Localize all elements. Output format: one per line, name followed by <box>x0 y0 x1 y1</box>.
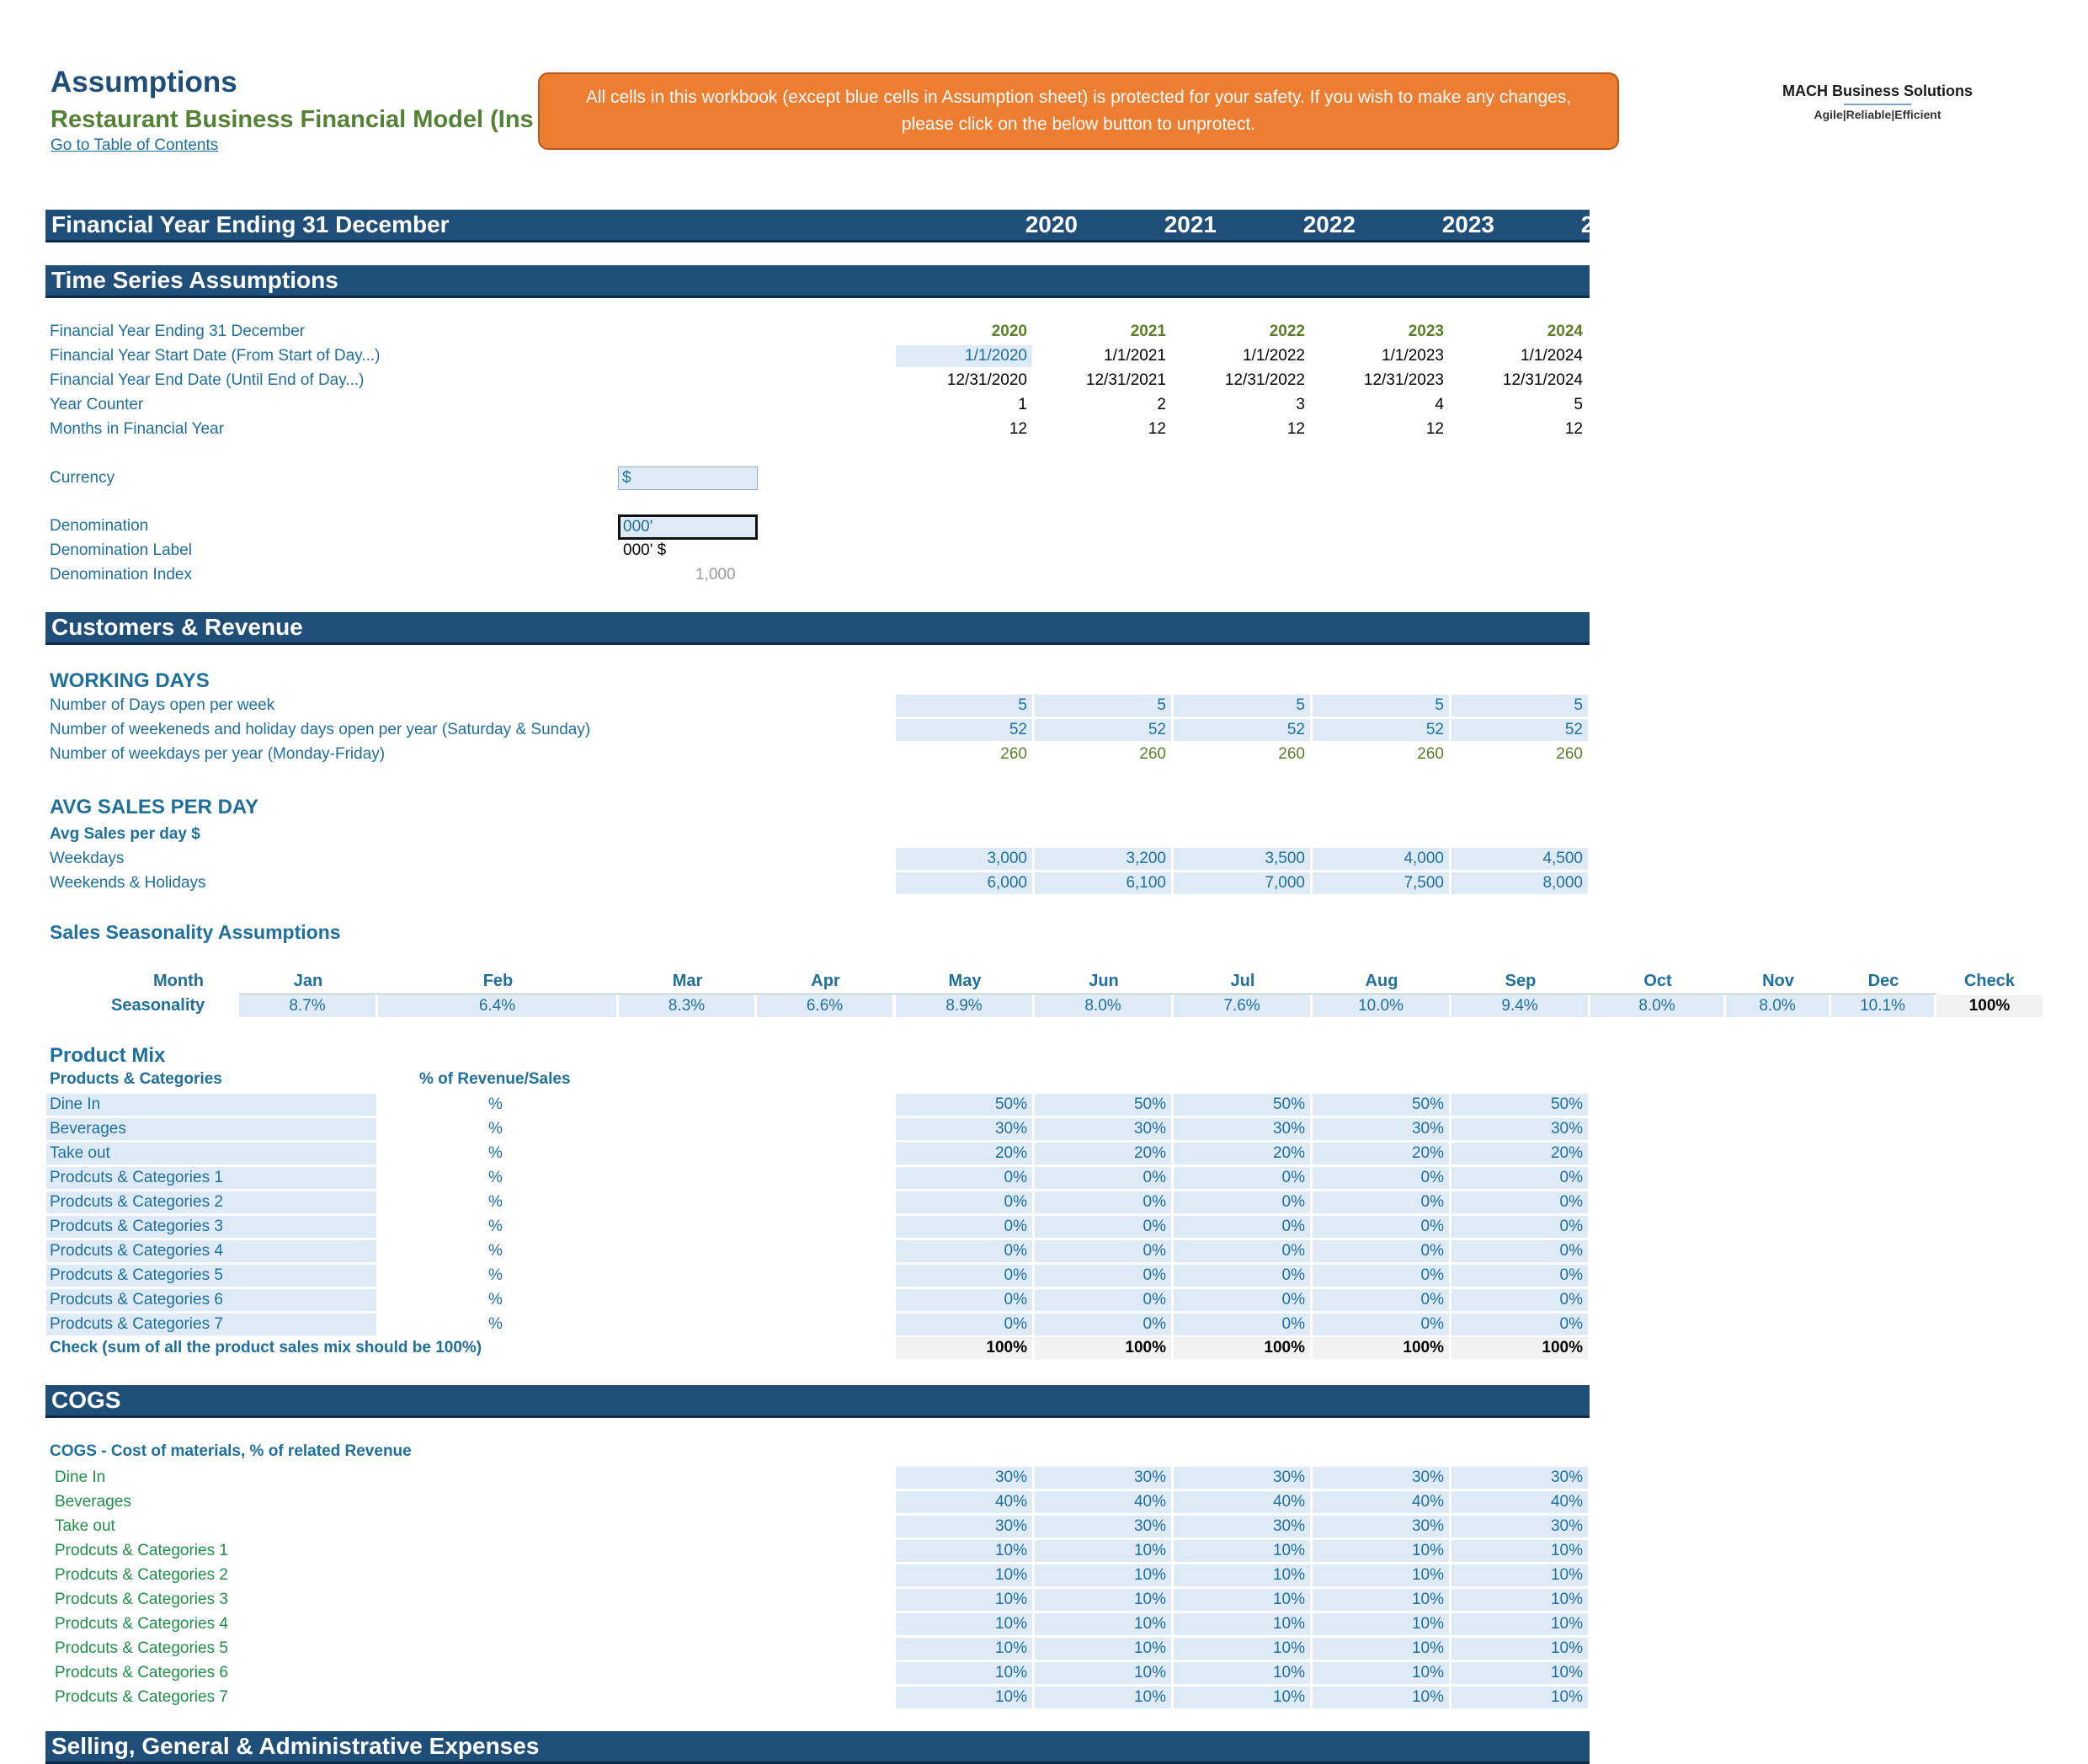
product-name-cell[interactable]: Prodcuts & Categories 5 <box>46 1265 376 1287</box>
section-sga <box>45 1731 1590 1764</box>
season-month-header: Dec <box>1867 972 1899 990</box>
section-title: COGS <box>51 1387 121 1413</box>
fy-bar-year: 2020 <box>1025 211 1078 237</box>
avg-sales-weekend-cell[interactable]: 7,000 <box>1174 872 1310 894</box>
ts-counter-cell: 1 <box>1018 396 1027 413</box>
product-mix-cell[interactable]: 0% <box>1035 1216 1171 1238</box>
fy-bar-label: Financial Year Ending 31 December <box>51 211 450 237</box>
product-unit: % <box>488 1315 503 1333</box>
row-label: Weekends & Holidays <box>50 874 206 892</box>
cogs-cell[interactable]: 10% <box>1451 1662 1588 1684</box>
ts-months-cell: 12 <box>1564 420 1583 438</box>
cogs-cell[interactable]: 10% <box>896 1564 1032 1586</box>
product-check-cell: 100% <box>1313 1337 1449 1359</box>
ts-year-cell: 2020 <box>991 322 1027 340</box>
row-label: Denomination Index <box>50 566 192 584</box>
days-open-cell[interactable]: 5 <box>1035 695 1171 717</box>
product-mix-cell[interactable]: 50% <box>1035 1094 1171 1116</box>
product-mix-cell[interactable]: 0% <box>1451 1265 1588 1287</box>
cogs-cell[interactable]: 30% <box>1174 1467 1310 1489</box>
product-mix-cell[interactable]: 0% <box>1451 1314 1588 1335</box>
ts-end-date-cell: 12/31/2024 <box>1502 371 1583 389</box>
product-unit: % <box>488 1218 503 1235</box>
avg-sales-weekend-cell[interactable]: 7,500 <box>1313 872 1449 894</box>
section-cogs <box>45 1385 1590 1418</box>
product-unit: % <box>488 1266 503 1284</box>
ts-year-cell: 2021 <box>1130 322 1166 340</box>
days-open-cell[interactable]: 5 <box>1313 695 1449 717</box>
cogs-cell[interactable]: 10% <box>1451 1638 1588 1660</box>
cogs-cell[interactable]: 40% <box>1451 1491 1588 1513</box>
product-mix-cell[interactable]: 0% <box>1035 1289 1171 1311</box>
cogs-cell[interactable]: 40% <box>1313 1491 1449 1513</box>
section-title: Customers & Revenue <box>51 614 303 640</box>
cogs-cell[interactable]: 30% <box>1313 1516 1449 1538</box>
row-label: Denomination Label <box>50 541 193 559</box>
cogs-cell[interactable]: 40% <box>1174 1491 1310 1513</box>
product-mix-cell[interactable]: 30% <box>1451 1118 1588 1140</box>
cogs-cell[interactable]: 10% <box>896 1540 1032 1562</box>
product-mix-cell[interactable]: 0% <box>1451 1289 1588 1311</box>
row-label: Number of Days open per week <box>50 696 275 714</box>
product-name-cell[interactable]: Prodcuts & Categories 2 <box>46 1191 376 1213</box>
cogs-cell[interactable]: 30% <box>1035 1467 1171 1489</box>
cogs-cell[interactable]: 10% <box>1313 1662 1449 1684</box>
product-mix-cell[interactable]: 0% <box>1313 1240 1449 1262</box>
product-check-cell: 100% <box>1174 1337 1310 1359</box>
product-mix-cell[interactable]: 0% <box>1313 1314 1449 1335</box>
cogs-cell[interactable]: 30% <box>1313 1467 1449 1489</box>
avg-sales-weekday-cell[interactable]: 3,500 <box>1174 848 1310 870</box>
cogs-row-label: Prodcuts & Categories 6 <box>55 1664 228 1681</box>
cogs-cell[interactable]: 10% <box>1313 1687 1449 1708</box>
weekend-days-cell[interactable]: 52 <box>1313 719 1449 741</box>
cogs-row-label: Prodcuts & Categories 1 <box>55 1542 228 1559</box>
weekday-days-cell: 260 <box>1139 745 1166 763</box>
product-mix-cell[interactable]: 20% <box>896 1143 1032 1164</box>
row-label: Year Counter <box>50 396 144 413</box>
cogs-cell[interactable]: 30% <box>896 1516 1032 1538</box>
cogs-cell[interactable]: 10% <box>896 1662 1032 1684</box>
product-mix-cell[interactable]: 50% <box>1451 1094 1588 1116</box>
cogs-cell[interactable]: 10% <box>1174 1589 1310 1611</box>
ts-counter-cell: 3 <box>1296 396 1305 413</box>
season-value-cell[interactable]: 8.9% <box>896 995 1032 1017</box>
cogs-cell[interactable]: 30% <box>1035 1516 1171 1538</box>
section-customers <box>45 612 1590 645</box>
product-mix-cell[interactable]: 0% <box>1174 1289 1310 1311</box>
protection-notice[interactable] <box>538 72 1619 150</box>
logo-name: MACH Business Solutions <box>1782 83 1973 99</box>
working-days-title: WORKING DAYS <box>50 669 210 692</box>
product-mix-cell[interactable]: 0% <box>896 1191 1032 1213</box>
season-month-header: Feb <box>482 972 514 990</box>
product-name-cell[interactable]: Prodcuts & Categories 1 <box>46 1167 376 1189</box>
ts-end-date-cell: 12/31/2020 <box>946 371 1027 389</box>
season-month-header: Aug <box>1365 972 1398 990</box>
product-mix-cell[interactable]: 30% <box>896 1118 1032 1140</box>
currency-value: $ <box>622 469 631 487</box>
product-mix-cell[interactable]: 0% <box>1035 1240 1171 1262</box>
cogs-cell[interactable]: 40% <box>896 1491 1032 1513</box>
cogs-cell[interactable]: 10% <box>1035 1540 1171 1562</box>
product-mix-cell[interactable]: 20% <box>1174 1143 1310 1164</box>
season-value-cell[interactable]: 8.7% <box>239 995 376 1017</box>
season-month-header: Jun <box>1089 972 1119 990</box>
season-month-label: Month <box>153 972 204 990</box>
product-unit: % <box>488 1144 503 1162</box>
product-mix-cell[interactable]: 0% <box>1174 1216 1310 1238</box>
season-row-label: Seasonality <box>111 996 205 1015</box>
cogs-row-label: Dine In <box>55 1468 106 1486</box>
product-col1: Products & Categories <box>50 1070 222 1088</box>
product-mix-cell[interactable]: 30% <box>1035 1118 1171 1140</box>
season-month-header: May <box>948 972 982 990</box>
season-value-cell[interactable]: 8.0% <box>1035 995 1171 1017</box>
product-mix-cell[interactable]: 0% <box>1313 1167 1449 1189</box>
product-check-label: Check (sum of all the product sales mix should be 100%) <box>50 1339 482 1356</box>
product-mix-cell[interactable]: 20% <box>1451 1143 1588 1164</box>
product-mix-cell[interactable]: 0% <box>1451 1216 1588 1238</box>
product-mix-cell[interactable]: 0% <box>896 1289 1032 1311</box>
cogs-cell[interactable]: 30% <box>1451 1516 1588 1538</box>
cogs-cell[interactable]: 10% <box>896 1613 1032 1635</box>
product-name-cell[interactable]: Take out <box>46 1143 376 1164</box>
product-check-cell: 100% <box>896 1337 1032 1359</box>
season-value-cell[interactable]: 10.0% <box>1313 995 1449 1017</box>
ts-months-cell: 12 <box>1009 420 1027 438</box>
season-month-header: Jan <box>293 972 323 990</box>
product-mix-cell[interactable]: 0% <box>1174 1191 1310 1213</box>
fy-bar-year: 2022 <box>1302 211 1356 237</box>
product-mix-cell[interactable]: 30% <box>1313 1118 1449 1140</box>
ts-end-date-cell: 12/31/2023 <box>1363 371 1444 389</box>
season-month-header: Nov <box>1762 972 1794 990</box>
product-mix-cell[interactable]: 0% <box>1313 1289 1449 1311</box>
product-mix-cell[interactable]: 0% <box>896 1265 1032 1287</box>
protection-notice-text: All cells in this workbook (except blue cells in Assumption sheet) is protected for your safety. If you wish to make any changes, please click on the below button to unprotect. <box>585 88 1572 134</box>
row-label: Financial Year Start Date (From Start of Day...) <box>50 347 381 365</box>
product-mix-cell[interactable]: 0% <box>1035 1167 1171 1189</box>
product-mix-cell[interactable]: 0% <box>896 1216 1032 1238</box>
product-mix-cell[interactable]: 0% <box>1451 1167 1588 1189</box>
product-mix-cell[interactable]: 50% <box>1313 1094 1449 1116</box>
cogs-cell[interactable]: 10% <box>1035 1638 1171 1660</box>
product-mix-cell[interactable]: 0% <box>896 1240 1032 1262</box>
product-mix-cell[interactable]: 50% <box>1174 1094 1310 1116</box>
season-value-cell[interactable]: 7.6% <box>1174 995 1310 1017</box>
cogs-cell[interactable]: 10% <box>1174 1638 1310 1660</box>
ts-start-date-cell: 1/1/2022 <box>1243 347 1305 365</box>
denomination-input[interactable] <box>618 514 758 540</box>
product-unit: % <box>488 1169 503 1186</box>
row-label: Months in Financial Year <box>50 420 225 438</box>
cogs-cell[interactable]: 10% <box>1313 1613 1449 1635</box>
cogs-cell[interactable]: 10% <box>896 1589 1032 1611</box>
ts-counter-cell: 5 <box>1574 396 1583 413</box>
weekend-days-cell[interactable]: 52 <box>896 719 1032 741</box>
cogs-cell[interactable]: 30% <box>1174 1516 1310 1538</box>
season-month-header: Jul <box>1230 972 1255 990</box>
season-value-cell[interactable]: 9.4% <box>1451 995 1588 1017</box>
cogs-cell[interactable]: 10% <box>1174 1662 1310 1684</box>
toc-link[interactable]: Go to Table of Contents <box>51 136 219 154</box>
cogs-cell[interactable]: 10% <box>1313 1638 1449 1660</box>
product-mix-cell[interactable]: 0% <box>1451 1240 1588 1262</box>
days-open-cell[interactable]: 5 <box>1451 695 1588 717</box>
ts-months-cell: 12 <box>1148 420 1166 438</box>
cogs-cell[interactable]: 10% <box>1035 1564 1171 1586</box>
row-label: Weekdays <box>50 850 125 867</box>
cogs-cell[interactable]: 10% <box>1313 1589 1449 1611</box>
season-value-cell[interactable]: 6.6% <box>757 995 892 1017</box>
fy-header-bar <box>45 210 1633 242</box>
product-name-cell[interactable]: Dine In <box>46 1094 376 1116</box>
season-value-cell[interactable]: 8.3% <box>619 995 754 1017</box>
cogs-cell[interactable]: 10% <box>1035 1589 1171 1611</box>
avg-sales-weekday-cell[interactable]: 3,000 <box>896 848 1032 870</box>
ts-start-date-cell: 1/1/2024 <box>1521 347 1583 365</box>
avg-sales-title: AVG SALES PER DAY <box>50 796 259 818</box>
days-open-cell[interactable]: 5 <box>1174 695 1310 717</box>
product-mix-cell[interactable]: 0% <box>1174 1314 1310 1335</box>
ts-year-cell: 2022 <box>1269 322 1305 340</box>
cogs-cell[interactable]: 10% <box>1174 1687 1310 1708</box>
cogs-cell[interactable]: 30% <box>896 1467 1032 1489</box>
denomination-value: 000' <box>623 518 653 536</box>
product-check-cell: 100% <box>1451 1337 1588 1359</box>
season-month-header: Mar <box>672 972 703 990</box>
weekday-days-cell: 260 <box>1000 745 1027 763</box>
model-subtitle: Restaurant Business Financial Model (Ins <box>51 106 534 133</box>
product-mix-cell[interactable]: 0% <box>1174 1240 1310 1262</box>
product-name-cell[interactable]: Prodcuts & Categories 6 <box>46 1289 376 1311</box>
cogs-cell[interactable]: 10% <box>1174 1540 1310 1562</box>
cogs-row-label: Prodcuts & Categories 2 <box>55 1566 228 1584</box>
season-month-header: Oct <box>1643 972 1672 990</box>
cogs-row-label: Beverages <box>55 1493 131 1511</box>
logo-tagline: Agile|Reliable|Efficient <box>1814 108 1942 121</box>
cogs-cell[interactable]: 10% <box>1451 1540 1588 1562</box>
fy-bar-year: 2024 <box>1580 211 1633 237</box>
product-mix-cell[interactable]: 20% <box>1313 1143 1449 1164</box>
product-mix-cell[interactable]: 0% <box>896 1314 1032 1335</box>
avg-sales-sub: Avg Sales per day $ <box>50 825 200 843</box>
season-month-header: Apr <box>811 972 840 990</box>
ts-start-date-cell[interactable]: 1/1/2020 <box>896 345 1032 367</box>
currency-input[interactable] <box>618 466 758 490</box>
product-name-cell[interactable]: Prodcuts & Categories 3 <box>46 1216 376 1238</box>
avg-sales-weekday-cell[interactable]: 3,200 <box>1035 848 1171 870</box>
company-logo <box>1776 83 1979 121</box>
weekday-days-cell: 260 <box>1417 745 1444 763</box>
days-open-cell[interactable]: 5 <box>896 695 1032 717</box>
season-check-label: Check <box>1963 972 2016 990</box>
product-name-cell[interactable]: Prodcuts & Categories 4 <box>46 1240 376 1262</box>
product-mix-cell[interactable]: 0% <box>1035 1265 1171 1287</box>
row-label: Denomination <box>50 517 149 535</box>
ts-end-date-cell: 12/31/2021 <box>1085 371 1166 389</box>
cogs-cell[interactable]: 30% <box>1451 1467 1588 1489</box>
product-name-cell[interactable]: Prodcuts & Categories 7 <box>46 1314 376 1335</box>
ts-counter-cell: 2 <box>1157 396 1166 413</box>
product-col2: % of Revenue/Sales <box>419 1070 571 1088</box>
cogs-cell[interactable]: 40% <box>1035 1491 1171 1513</box>
section-title: Selling, General & Administrative Expenses <box>51 1733 540 1759</box>
cogs-cell[interactable]: 10% <box>1035 1662 1171 1684</box>
cogs-cell[interactable]: 10% <box>1451 1564 1588 1586</box>
product-mix-title: Product Mix <box>50 1044 166 1067</box>
cogs-row-label: Take out <box>55 1517 115 1535</box>
weekend-days-cell[interactable]: 52 <box>1174 719 1310 741</box>
ts-counter-cell: 4 <box>1435 396 1444 413</box>
weekend-days-cell[interactable]: 52 <box>1035 719 1171 741</box>
page-title: Assumptions <box>51 66 237 99</box>
product-mix-cell[interactable]: 0% <box>1035 1314 1171 1335</box>
product-check-cell: 100% <box>1035 1337 1171 1359</box>
cogs-cell[interactable]: 10% <box>896 1687 1032 1708</box>
season-check-value: 100% <box>1936 995 2043 1017</box>
ts-start-date-cell: 1/1/2023 <box>1382 347 1444 365</box>
product-name-cell[interactable]: Beverages <box>46 1118 376 1140</box>
cogs-cell[interactable]: 10% <box>1035 1687 1171 1708</box>
product-unit: % <box>488 1291 503 1308</box>
season-value-cell[interactable]: 8.0% <box>1590 995 1723 1017</box>
avg-sales-weekday-cell[interactable]: 4,500 <box>1451 848 1588 870</box>
denomination-label-value: 000' $ <box>623 541 667 559</box>
cogs-cell[interactable]: 10% <box>1174 1613 1310 1635</box>
section-title: Time Series Assumptions <box>51 267 338 293</box>
cogs-cell[interactable]: 10% <box>1174 1564 1310 1586</box>
avg-sales-weekday-cell[interactable]: 4,000 <box>1313 848 1449 870</box>
cogs-cell[interactable]: 10% <box>1313 1564 1449 1586</box>
product-mix-cell[interactable]: 0% <box>1174 1265 1310 1287</box>
product-mix-cell[interactable]: 0% <box>1313 1216 1449 1238</box>
product-unit: % <box>488 1095 503 1113</box>
product-unit: % <box>488 1193 503 1211</box>
cogs-sub: COGS - Cost of materials, % of related Revenue <box>50 1442 412 1460</box>
ts-end-date-cell: 12/31/2022 <box>1224 371 1305 389</box>
section-time-series <box>45 265 1590 298</box>
ts-year-cell: 2023 <box>1408 322 1444 340</box>
season-value-cell[interactable]: 10.1% <box>1831 995 1934 1017</box>
weekend-days-cell[interactable]: 52 <box>1451 719 1588 741</box>
avg-sales-weekend-cell[interactable]: 8,000 <box>1451 872 1588 894</box>
product-unit: % <box>488 1120 503 1138</box>
fy-bar-year: 2023 <box>1441 211 1494 237</box>
cogs-cell[interactable]: 10% <box>1451 1687 1588 1708</box>
cogs-cell[interactable]: 10% <box>1451 1589 1588 1611</box>
row-label: Number of weekeneds and holiday days open per year (Saturday & Sunday) <box>50 721 591 738</box>
cogs-row-label: Prodcuts & Categories 5 <box>55 1639 228 1657</box>
avg-sales-weekend-cell[interactable]: 6,100 <box>1035 872 1171 894</box>
seasonality-title: Sales Seasonality Assumptions <box>50 921 341 943</box>
ts-year-cell: 2024 <box>1547 322 1583 340</box>
cogs-cell[interactable]: 10% <box>1451 1613 1588 1635</box>
season-month-header: Sep <box>1505 972 1537 990</box>
cogs-row-label: Prodcuts & Categories 7 <box>55 1688 228 1706</box>
cogs-cell[interactable]: 10% <box>1035 1613 1171 1635</box>
product-mix-cell[interactable]: 0% <box>1313 1265 1449 1287</box>
season-value-cell[interactable]: 8.0% <box>1726 995 1829 1017</box>
season-value-cell[interactable]: 6.4% <box>378 995 616 1017</box>
product-mix-cell[interactable]: 0% <box>1174 1167 1310 1189</box>
row-label: Number of weekdays per year (Monday-Friday) <box>50 745 386 763</box>
row-label: Financial Year Ending 31 December <box>50 322 306 340</box>
product-mix-cell[interactable]: 0% <box>896 1167 1032 1189</box>
product-mix-cell[interactable]: 50% <box>896 1094 1032 1116</box>
denomination-index-value: 1,000 <box>695 566 736 584</box>
fy-bar-year: 2021 <box>1164 211 1217 237</box>
row-label: Financial Year End Date (Until End of Day...) <box>50 371 365 389</box>
product-mix-cell[interactable]: 20% <box>1035 1143 1171 1164</box>
product-mix-cell[interactable]: 0% <box>1313 1191 1449 1213</box>
row-label: Currency <box>50 469 115 487</box>
cogs-cell[interactable]: 10% <box>896 1638 1032 1660</box>
cogs-cell[interactable]: 10% <box>1313 1540 1449 1562</box>
product-unit: % <box>488 1242 503 1260</box>
ts-months-cell: 12 <box>1286 420 1305 438</box>
ts-start-date-cell: 1/1/2021 <box>1104 347 1166 365</box>
avg-sales-weekend-cell[interactable]: 6,000 <box>896 872 1032 894</box>
product-mix-cell[interactable]: 0% <box>1451 1191 1588 1213</box>
weekday-days-cell: 260 <box>1278 745 1305 763</box>
cogs-row-label: Prodcuts & Categories 4 <box>55 1615 228 1633</box>
weekday-days-cell: 260 <box>1556 745 1583 763</box>
cogs-row-label: Prodcuts & Categories 3 <box>55 1591 228 1608</box>
product-mix-cell[interactable]: 30% <box>1174 1118 1310 1140</box>
product-mix-cell[interactable]: 0% <box>1035 1191 1171 1213</box>
ts-months-cell: 12 <box>1425 420 1444 438</box>
